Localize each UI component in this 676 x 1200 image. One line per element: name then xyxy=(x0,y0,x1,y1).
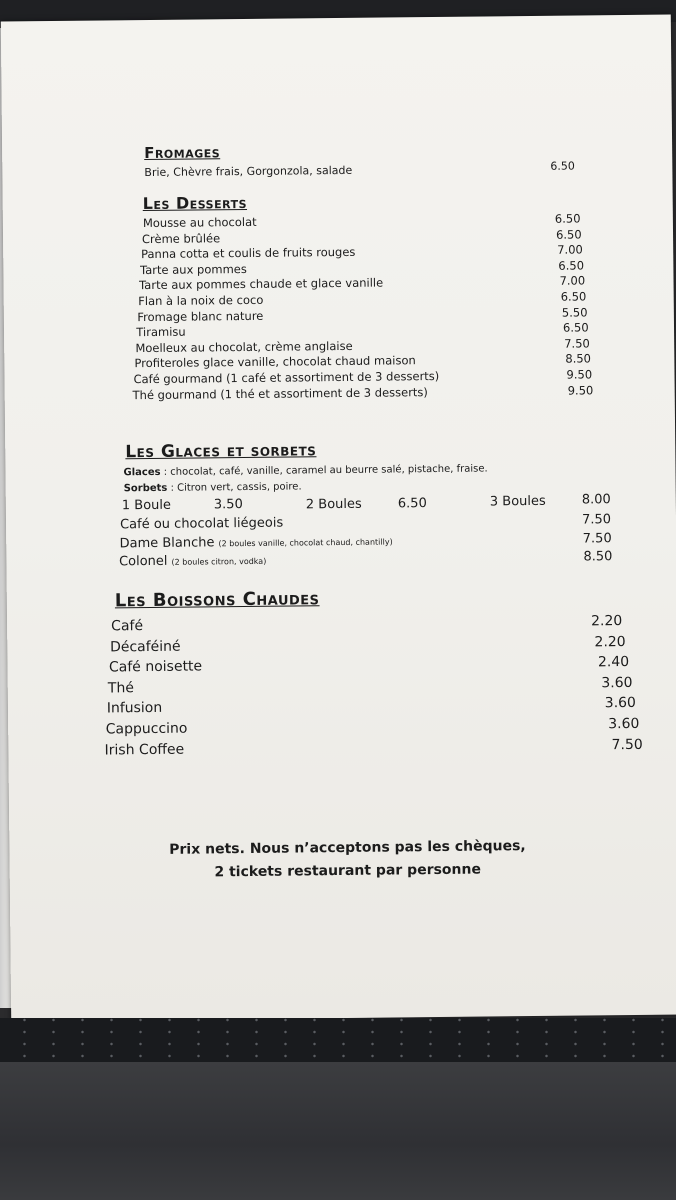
footer-note-line-1: Prix nets. Nous n’acceptons pas les chèques, xyxy=(169,838,526,858)
dessert-item xyxy=(137,308,263,323)
glace-item-name: Colonel xyxy=(118,553,168,570)
boisson-item-name: Infusion xyxy=(106,700,163,717)
boisson-item-name: Cappuccino xyxy=(105,720,188,738)
boisson-item xyxy=(106,721,188,738)
footer-note-line-2: 2 tickets restaurant par personne xyxy=(214,861,482,881)
dessert-item-price: 6.50 xyxy=(562,320,589,335)
menu-item-price: 6.50 xyxy=(550,159,575,173)
boisson-item-name: Décaféiné xyxy=(109,638,181,656)
menu-item: Brie, Chèvre frais, Gorgonzola, salade xyxy=(144,163,353,180)
dessert-item-name: Panna cotta et coulis de fruits rouges xyxy=(140,245,356,262)
boule-1-price: 3.50 xyxy=(213,497,243,513)
sorbets-label: Sorbets xyxy=(123,482,168,495)
glace-item xyxy=(119,553,266,570)
dessert-item xyxy=(141,245,356,261)
glace-item-detail: (2 boules citron, vodka) xyxy=(171,556,267,567)
dessert-item xyxy=(142,231,220,246)
glace-item-name: Dame Blanche xyxy=(119,534,215,551)
boisson-item-name: Thé xyxy=(107,679,134,697)
glace-item xyxy=(119,533,392,551)
dessert-item-name: Crème brûlée xyxy=(141,230,221,246)
dessert-item-name: Tarte aux pommes chaude et glace vanille xyxy=(139,275,384,293)
glace-item-detail: (2 boules vanille, chocolat chaud, chantilly) xyxy=(218,536,393,548)
section-title-glaces: Les Glaces et sorbets xyxy=(125,440,317,463)
boisson-item-price: 3.60 xyxy=(601,674,633,692)
dessert-item-price: 6.50 xyxy=(555,227,582,242)
dessert-item-name: Moelleux au chocolat, crème anglaise xyxy=(135,338,353,355)
boule-3-label: 3 Boules xyxy=(489,493,546,510)
boisson-item-price: 3.60 xyxy=(608,715,640,733)
boisson-item-price: 2.20 xyxy=(591,613,623,630)
glace-item xyxy=(120,516,287,533)
dessert-item xyxy=(139,276,383,293)
boisson-item xyxy=(110,638,181,655)
dessert-item-name: Thé gourmand (1 thé et assortiment de 3 desserts) xyxy=(132,384,428,402)
dessert-item xyxy=(138,293,263,308)
boisson-item-name: Irish Coffee xyxy=(104,741,185,759)
binder-bottom-edge xyxy=(0,1018,676,1062)
boisson-item-price: 3.60 xyxy=(604,695,637,712)
boisson-item xyxy=(111,618,143,634)
dessert-item-price: 9.50 xyxy=(567,382,594,398)
dessert-item xyxy=(140,262,247,277)
section-title-boissons: Les Boissons Chaudes xyxy=(114,588,320,612)
dessert-item xyxy=(133,385,428,402)
dessert-item xyxy=(136,325,185,340)
dessert-item xyxy=(134,354,415,371)
dessert-item-price: 5.50 xyxy=(561,305,588,320)
glace-item-price: 8.50 xyxy=(583,549,613,565)
dessert-item-name: Tarte aux pommes xyxy=(140,261,247,277)
boisson-item xyxy=(105,741,185,758)
menu-sheet xyxy=(1,15,676,1022)
dessert-item-price: 6.50 xyxy=(554,211,581,226)
glace-item-price: 7.50 xyxy=(582,530,612,546)
glaces-flavours: : chocolat, café, vanille, caramel au beurre salé, pistache, fraise. xyxy=(160,463,488,478)
boisson-item-price: 2.20 xyxy=(594,633,626,650)
sorbets-flavours: : Citron vert, cassis, poire. xyxy=(167,481,302,494)
dessert-item-price: 9.50 xyxy=(566,367,593,382)
dessert-item xyxy=(143,215,257,230)
section-title-fromages: Fromages xyxy=(144,143,221,163)
boisson-item-price: 2.40 xyxy=(597,654,630,671)
boule-1-label: 1 Boule xyxy=(121,497,172,514)
boisson-item xyxy=(109,659,202,676)
boisson-item-name: Café noisette xyxy=(108,658,203,676)
dessert-item-name: Tiramisu xyxy=(136,324,186,340)
glaces-description xyxy=(123,463,487,478)
table-surface xyxy=(0,1062,676,1200)
dessert-item-price: 8.50 xyxy=(565,351,592,367)
dessert-item-name: Café gourmand (1 café et assortiment de 3 desserts) xyxy=(133,368,440,387)
boule-2-label: 2 Boules xyxy=(305,496,362,513)
boule-3-price: 8.00 xyxy=(581,492,611,508)
dessert-item-price: 7.50 xyxy=(564,336,590,351)
menu-content xyxy=(1,14,676,1021)
boisson-item-price: 7.50 xyxy=(611,736,643,753)
dessert-item-name: Profiteroles glace vanille, chocolat chaud maison xyxy=(134,353,416,371)
boisson-item xyxy=(107,700,163,717)
dessert-item-price: 7.00 xyxy=(559,273,586,289)
glace-item-price: 7.50 xyxy=(581,512,612,528)
dessert-item-name: Flan à la noix de coco xyxy=(138,292,264,309)
dessert-item-name: Mousse au chocolat xyxy=(142,214,257,231)
dessert-item-price: 7.00 xyxy=(557,242,583,257)
dessert-item-price: 6.50 xyxy=(558,258,585,273)
dessert-item-price: 6.50 xyxy=(560,289,587,304)
dessert-item xyxy=(133,369,439,386)
dessert-item xyxy=(135,339,352,355)
boule-2-price: 6.50 xyxy=(397,496,427,512)
glaces-label: Glaces xyxy=(123,466,161,479)
boisson-item-name: Café xyxy=(111,618,144,635)
boisson-item xyxy=(108,680,134,696)
sorbets-description xyxy=(124,481,302,494)
glace-item-name: Café ou chocolat liégeois xyxy=(119,515,284,533)
section-title-desserts: Les Desserts xyxy=(142,192,248,214)
dessert-item-name: Fromage blanc nature xyxy=(137,308,264,324)
